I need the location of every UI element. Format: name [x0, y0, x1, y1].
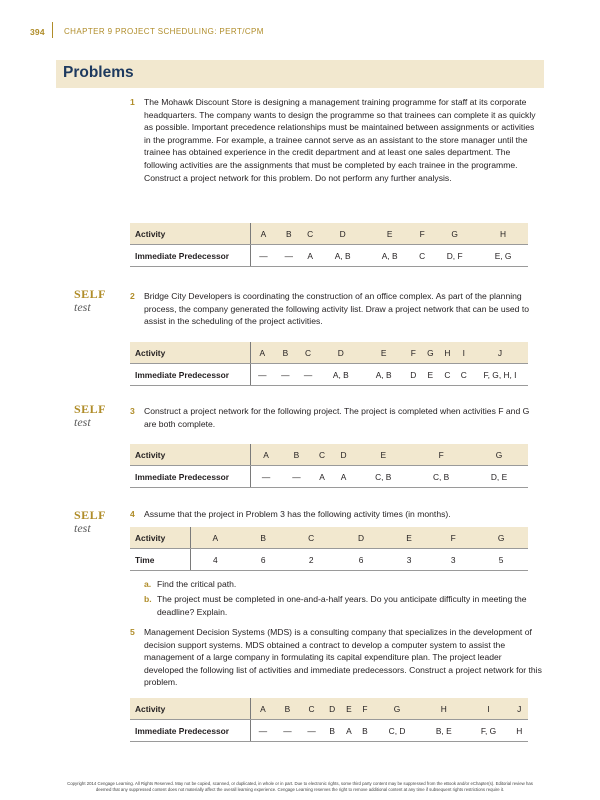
table-cell: D — [324, 698, 341, 720]
table-cell: I — [456, 342, 472, 364]
table-cell: B, E — [421, 720, 466, 742]
table-cell: — — [276, 245, 301, 267]
table-cell: E — [341, 698, 357, 720]
table-cell: A — [341, 720, 357, 742]
table-cell: B — [240, 527, 286, 549]
table-cell: A — [250, 698, 275, 720]
problem-text: Assume that the project in Problem 3 has the following activity times (in months). — [144, 509, 451, 519]
table-cell: H — [439, 342, 455, 364]
table-cell: B — [282, 444, 312, 466]
problem-text: Construct a project network for the following project. The project is completed when activities F and G are both complete. — [144, 406, 530, 429]
table-cell: D — [405, 364, 421, 386]
activity-table — [130, 223, 528, 267]
row-label: Immediate Predecessor — [130, 466, 250, 488]
table-cell: — — [297, 364, 320, 386]
problem-text: The Mohawk Discount Store is designing a management training programme for staff at its corporate headquarters. The company wants to design the programme so that trainees can complete it as quickly as possible. Important precedence relationships must be maintained between assignments or activities in the programme. For example, a trainee cannot serve as an assistant to the store manager until the trainee has obtained experience in the credit department and at least one sales department. The following activities are the assignments that must be completed by each trainee in the programme. Construct a project network for this problem. Do not perform any further analysis. — [144, 97, 536, 183]
table-cell: C, D — [373, 720, 421, 742]
chapter-title: CHAPTER 9 PROJECT SCHEDULING: PERT/CPM — [64, 27, 264, 36]
table-cell: 3 — [386, 549, 432, 571]
table-cell: F — [412, 444, 470, 466]
part-label: a. — [144, 579, 152, 589]
table-cell: F — [432, 527, 474, 549]
table-cell: — — [250, 720, 275, 742]
table-cell: F — [405, 342, 421, 364]
table-cell: A — [250, 342, 274, 364]
row-label: Activity — [130, 698, 250, 720]
table-cell: C — [439, 364, 455, 386]
table-cell: 5 — [474, 549, 528, 571]
table-cell: G — [373, 698, 421, 720]
table-cell: A — [250, 223, 276, 245]
table-cell: D — [319, 223, 366, 245]
predecessor-row — [130, 245, 528, 267]
activity-row — [130, 527, 528, 549]
self-test-badge: SELF test — [74, 508, 107, 535]
activity-table — [130, 342, 528, 386]
table-cell: C — [297, 342, 320, 364]
table-cell: A — [250, 444, 282, 466]
table-cell: C — [299, 698, 323, 720]
activity-row — [130, 444, 528, 466]
row-label: Activity — [130, 342, 250, 364]
table-cell: G — [474, 527, 528, 549]
table-cell: J — [511, 698, 528, 720]
table-cell: H — [421, 698, 466, 720]
table-cell: C, B — [354, 466, 412, 488]
table-cell: — — [250, 245, 276, 267]
table-cell: — — [274, 364, 297, 386]
table-cell: B — [274, 342, 297, 364]
self-test-badge: SELF test — [74, 287, 107, 314]
problem-text: Management Decision Systems (MDS) is a consulting company that specializes in the development of decision support systems. MDS obtained a contract to develop a computer system to assist the management of a large company in formulating its capital expenditure plan. The project leader developed the following list of activities and immediate predecessors. Construct a project network for this problem. — [144, 627, 542, 688]
table-cell: — — [282, 466, 312, 488]
predecessor-row — [130, 364, 528, 386]
table-cell: G — [431, 223, 478, 245]
table-cell: — — [275, 720, 299, 742]
table-cell: E — [354, 444, 412, 466]
table-cell: I — [466, 698, 510, 720]
table-cell: C — [456, 364, 472, 386]
table-cell: F — [413, 223, 431, 245]
table-cell: C, B — [412, 466, 470, 488]
header-divider — [52, 22, 53, 38]
table-cell: A, B — [319, 364, 362, 386]
table-cell: 3 — [432, 549, 474, 571]
copyright-line: Copyright 2014 Cengage Learning. All Rights Reserved. May not be copied, scanned, or duplicated, in whole or in part. Due to electronic rights, some third party content may be suppressed from the eBook and/or eChapter(s). Editorial review has — [67, 781, 533, 786]
table-cell: A, B — [366, 245, 413, 267]
section-title: Problems — [63, 64, 134, 81]
table-cell: E — [362, 342, 405, 364]
table-cell: — — [250, 466, 282, 488]
table-cell: B — [357, 720, 373, 742]
table-cell: C — [311, 444, 333, 466]
table-cell: D — [333, 444, 355, 466]
table-cell: A, B — [319, 245, 366, 267]
table-cell: E, G — [478, 245, 528, 267]
table-cell: A — [301, 245, 319, 267]
table-cell: J — [472, 342, 528, 364]
problem-text: Bridge City Developers is coordinating the construction of an office complex. As part of the planning process, the company generated the following activity list. Draw a project network that can be used to assist in the scheduling of the project activities. — [144, 291, 530, 327]
time-row — [130, 549, 528, 571]
table-cell: D, E — [470, 466, 528, 488]
page-number: 394 — [30, 27, 45, 37]
table-cell: D — [319, 342, 362, 364]
table-cell: B — [275, 698, 299, 720]
row-label: Activity — [130, 527, 190, 549]
row-label: Time — [130, 549, 190, 571]
table-cell: C — [413, 245, 431, 267]
table-cell: H — [511, 720, 528, 742]
activity-row — [130, 223, 528, 245]
copyright-line: deemed that any suppressed content does not materially affect the overall learning experience. Cengage Learning reserves the right to remove additional content at any time if subsequent rights restrictions require it. — [95, 787, 505, 792]
row-label: Activity — [130, 223, 250, 245]
table-cell: A, B — [362, 364, 405, 386]
table-cell: C — [301, 223, 319, 245]
table-cell: G — [422, 342, 440, 364]
activity-table — [130, 527, 528, 571]
problem-number: 3 — [130, 406, 135, 416]
table-cell: 6 — [240, 549, 286, 571]
predecessor-row — [130, 720, 528, 742]
problem-number: 1 — [130, 97, 135, 107]
table-cell: 2 — [286, 549, 336, 571]
table-cell: F, G, H, I — [472, 364, 528, 386]
table-cell: B — [276, 223, 301, 245]
table-cell: D, F — [431, 245, 478, 267]
activity-row — [130, 698, 528, 720]
copyright-footer — [40, 781, 560, 793]
table-cell: C — [286, 527, 336, 549]
part-label: b. — [144, 594, 152, 604]
table-cell: F — [357, 698, 373, 720]
running-header — [0, 0, 600, 40]
activity-table — [130, 444, 528, 488]
table-cell: H — [478, 223, 528, 245]
table-cell: G — [470, 444, 528, 466]
table-cell: A — [311, 466, 333, 488]
table-cell: D — [336, 527, 386, 549]
part-text: Find the critical path. — [157, 579, 237, 589]
problem-number: 4 — [130, 509, 135, 519]
row-label: Immediate Predecessor — [130, 364, 250, 386]
problem-number: 5 — [130, 627, 135, 637]
row-label: Immediate Predecessor — [130, 720, 250, 742]
table-cell: B — [324, 720, 341, 742]
table-cell: 6 — [336, 549, 386, 571]
table-cell: A — [333, 466, 355, 488]
part-text: The project must be completed in one-and-a-half years. Do you anticipate difficulty in meeting the deadline? Explain. — [157, 594, 527, 617]
table-cell: — — [299, 720, 323, 742]
predecessor-row — [130, 466, 528, 488]
activity-row — [130, 342, 528, 364]
activity-table — [130, 698, 528, 742]
table-cell: A — [190, 527, 240, 549]
table-cell: F, G — [466, 720, 510, 742]
row-label: Activity — [130, 444, 250, 466]
row-label: Immediate Predecessor — [130, 245, 250, 267]
table-cell: E — [422, 364, 440, 386]
table-cell: 4 — [190, 549, 240, 571]
table-cell: E — [386, 527, 432, 549]
problem-number: 2 — [130, 291, 135, 301]
table-cell: — — [250, 364, 274, 386]
self-test-badge: SELF test — [74, 402, 107, 429]
table-cell: E — [366, 223, 413, 245]
